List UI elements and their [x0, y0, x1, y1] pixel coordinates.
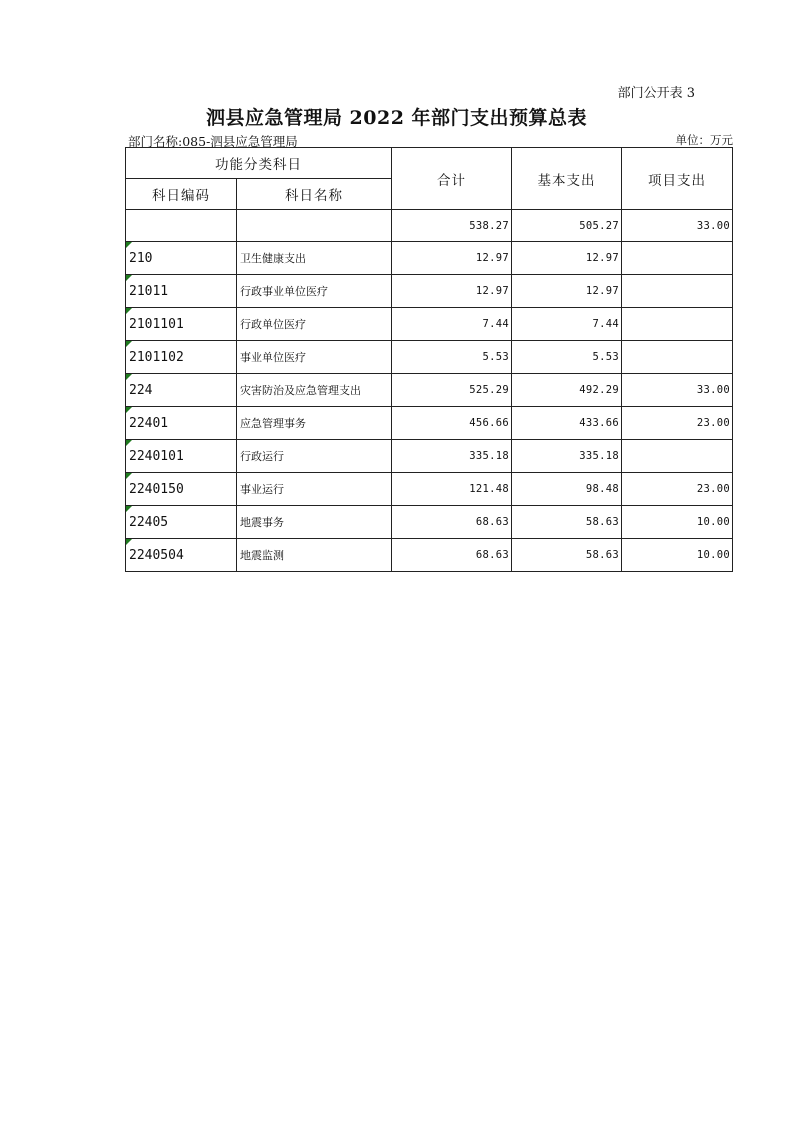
row-total: [392, 440, 512, 473]
row-code: [126, 374, 237, 407]
row-code-text: 22405: [129, 514, 169, 530]
row-basic: [512, 440, 622, 473]
row-basic-text: 98.48: [585, 483, 619, 495]
row-total-text: 5.53: [482, 351, 509, 363]
table-row: [126, 308, 733, 341]
table-row: [126, 473, 733, 506]
header-row-1: [126, 148, 733, 179]
row-project-text: 10.00: [696, 516, 730, 528]
row-project: [622, 473, 733, 506]
row-basic: [512, 308, 622, 341]
col-header-name: 科日名称: [237, 179, 392, 210]
row-basic: [512, 473, 622, 506]
total-name-cell: [237, 210, 392, 242]
total-basic: 505.27: [512, 210, 622, 242]
cell-marker-icon: [126, 242, 132, 248]
row-basic: [512, 374, 622, 407]
row-project: [622, 308, 733, 341]
row-total-text: 456.66: [469, 417, 509, 429]
row-total: [392, 374, 512, 407]
row-total: [392, 539, 512, 572]
table-row: [126, 242, 733, 275]
row-code-text: 2101102: [129, 349, 184, 365]
row-name-text: 事业运行: [240, 483, 284, 496]
col-header-total: 合计: [392, 148, 512, 210]
row-basic: [512, 407, 622, 440]
row-basic: [512, 242, 622, 275]
row-total-text: 68.63: [475, 549, 509, 561]
unit-label: 单位：万元: [675, 133, 733, 147]
row-total: [392, 407, 512, 440]
row-total-text: 68.63: [475, 516, 509, 528]
row-project: [622, 242, 733, 275]
row-project: [622, 275, 733, 308]
row-basic-text: 5.53: [592, 351, 619, 363]
row-basic: [512, 539, 622, 572]
cell-marker-icon: [126, 275, 132, 281]
row-project: [622, 506, 733, 539]
table-row: [126, 275, 733, 308]
row-project-text: 23.00: [696, 483, 730, 495]
total-code-cell: [126, 210, 237, 242]
row-name: [237, 341, 392, 374]
row-project-text: 33.00: [696, 384, 730, 396]
row-total-text: 12.97: [475, 285, 509, 297]
total-sum: 538.27: [392, 210, 512, 242]
row-total: [392, 308, 512, 341]
row-code-text: 2240150: [129, 481, 184, 497]
row-code: [126, 308, 237, 341]
department-name: 部门名称:085-泗县应急管理局: [128, 134, 298, 149]
row-total-text: 12.97: [475, 252, 509, 264]
row-basic-text: 335.18: [579, 450, 619, 462]
row-basic-text: 492.29: [579, 384, 619, 396]
row-code: [126, 275, 237, 308]
table-row: [126, 407, 733, 440]
row-name-text: 行政单位医疗: [240, 318, 306, 331]
row-total: [392, 275, 512, 308]
row-code-text: 210: [129, 250, 153, 266]
row-total-text: 7.44: [482, 318, 509, 330]
row-project: [622, 374, 733, 407]
row-project: [622, 341, 733, 374]
row-basic-text: 433.66: [579, 417, 619, 429]
row-project: [622, 440, 733, 473]
row-name: [237, 374, 392, 407]
row-basic-text: 58.63: [585, 516, 619, 528]
cell-marker-icon: [126, 506, 132, 512]
row-total: [392, 473, 512, 506]
row-basic: [512, 341, 622, 374]
budget-table: [125, 147, 733, 572]
col-header-code: 科日编码: [126, 179, 237, 210]
total-row: [126, 210, 733, 242]
row-name: [237, 506, 392, 539]
row-code-text: 2101101: [129, 316, 184, 332]
group-header: 功能分类科日: [126, 148, 392, 179]
row-project-text: 23.00: [696, 417, 730, 429]
row-name-text: 应急管理事务: [240, 417, 306, 430]
total-project: 33.00: [622, 210, 733, 242]
cell-marker-icon: [126, 440, 132, 446]
col-header-basic: 基本支出: [512, 148, 622, 210]
row-name: [237, 275, 392, 308]
row-code-text: 2240101: [129, 448, 184, 464]
row-name-text: 卫生健康支出: [240, 252, 306, 265]
row-name: [237, 242, 392, 275]
row-code: [126, 473, 237, 506]
table-row: [126, 341, 733, 374]
row-name-text: 地震事务: [240, 516, 284, 529]
row-code-text: 22401: [129, 415, 169, 431]
cell-marker-icon: [126, 374, 132, 380]
row-basic: [512, 275, 622, 308]
form-number: 部门公开表 3: [617, 86, 695, 101]
row-name: [237, 473, 392, 506]
row-code: [126, 539, 237, 572]
table-body: [126, 242, 733, 572]
row-basic-text: 58.63: [585, 549, 619, 561]
cell-marker-icon: [126, 539, 132, 545]
row-name: [237, 440, 392, 473]
row-name: [237, 308, 392, 341]
row-project: [622, 539, 733, 572]
cell-marker-icon: [126, 407, 132, 413]
table-row: [126, 539, 733, 572]
row-total: [392, 341, 512, 374]
col-header-project: 项目支出: [622, 148, 733, 210]
row-name: [237, 539, 392, 572]
row-total-text: 335.18: [469, 450, 509, 462]
table-row: [126, 506, 733, 539]
cell-marker-icon: [126, 308, 132, 314]
row-code: [126, 440, 237, 473]
table-row: [126, 440, 733, 473]
page-title: 泗县应急管理局 2022 年部门支出预算总表: [205, 107, 588, 129]
row-name-text: 灾害防治及应急管理支出: [240, 384, 361, 397]
row-code: [126, 407, 237, 440]
row-code: [126, 341, 237, 374]
row-name-text: 行政运行: [240, 450, 284, 463]
row-name-text: 地震监测: [240, 549, 284, 562]
row-project: [622, 407, 733, 440]
row-total: [392, 506, 512, 539]
row-basic-text: 7.44: [592, 318, 619, 330]
row-total: [392, 242, 512, 275]
row-basic: [512, 506, 622, 539]
row-code-text: 21011: [129, 283, 169, 299]
row-basic-text: 12.97: [585, 252, 619, 264]
table-row: [126, 374, 733, 407]
cell-marker-icon: [126, 341, 132, 347]
row-total-text: 525.29: [469, 384, 509, 396]
row-code-text: 2240504: [129, 547, 184, 563]
row-name-text: 事业单位医疗: [240, 351, 306, 364]
row-code-text: 224: [129, 382, 153, 398]
row-name: [237, 407, 392, 440]
cell-marker-icon: [126, 473, 132, 479]
row-basic-text: 12.97: [585, 285, 619, 297]
row-code: [126, 506, 237, 539]
row-total-text: 121.48: [469, 483, 509, 495]
row-code: [126, 242, 237, 275]
row-project-text: 10.00: [696, 549, 730, 561]
row-name-text: 行政事业单位医疗: [240, 285, 328, 298]
